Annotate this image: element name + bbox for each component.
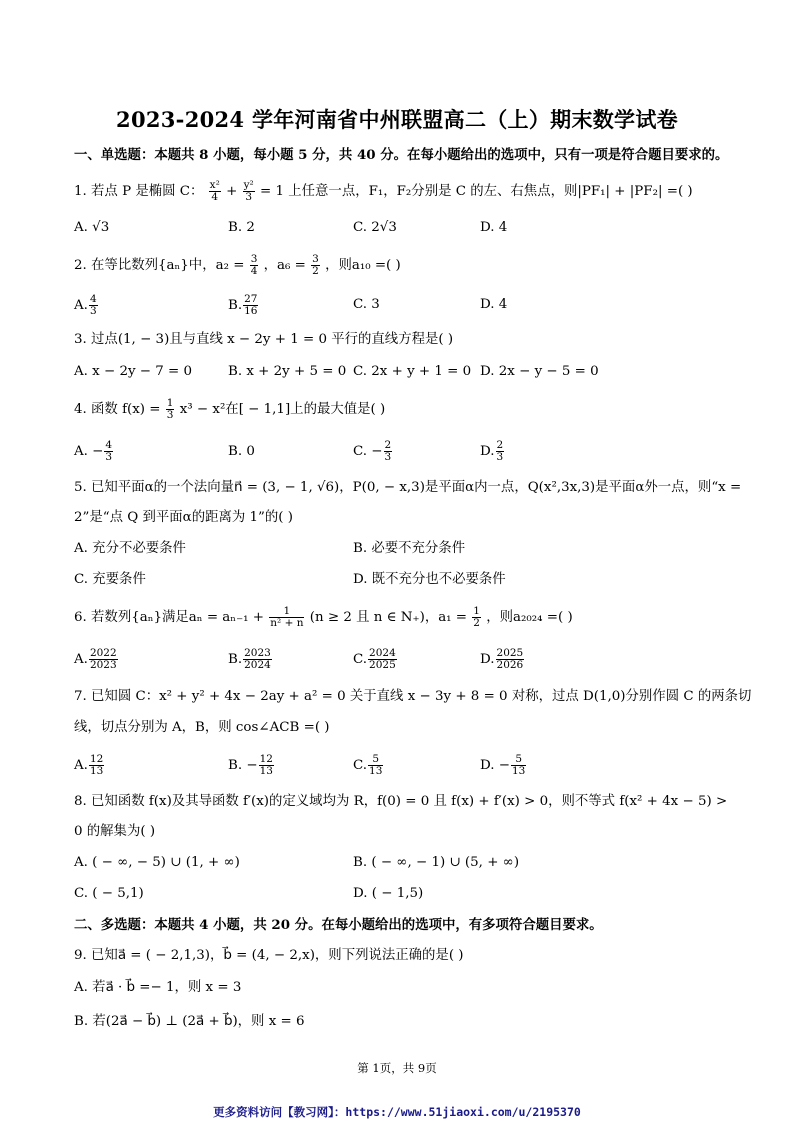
fraction: $\frac{\text{y²}}{3}$ <box>243 179 254 203</box>
q4-option-a: A. − $\frac{4}{3}$ <box>74 439 113 463</box>
q8-option-a: A. ( − ∞, − 5) ∪ (1, + ∞) <box>74 855 240 870</box>
question-5-line-2: 2”是“点 Q 到平面α的距离为 1”的( ) <box>74 510 293 525</box>
q1-option-c: C. 2√3 <box>353 220 397 235</box>
q4-option-c: C. − $\frac{2}{3}$ <box>353 439 392 463</box>
question-8-line-1: 8. 已知函数 f(x)及其导函数 f′(x)的定义域均为 R，f(0) = 0 且 f(x) + f′(x) > 0，则不等式 f(x² + 4x − 5) > <box>74 794 728 809</box>
question-7-line-1: 7. 已知圆 C：x² + y² + 4x − 2ay + a² = 0 关于直线 x − 3y + 8 = 0 对称，过点 D(1,0)分别作圆 C 的两条切 <box>74 689 752 704</box>
q1-option-d: D. 4 <box>480 220 508 235</box>
q3-option-b: B. x + 2y + 5 = 0 <box>228 364 347 379</box>
q8-option-c: C. ( − 5,1) <box>74 886 144 901</box>
q6-option-c: C. $\frac{2024}{2025}$ <box>353 647 396 671</box>
q3-option-a: A. x − 2y − 7 = 0 <box>74 364 193 379</box>
q6-option-a: A. $\frac{2022}{2023}$ <box>74 647 117 671</box>
fraction: $\frac{1}{2}$ <box>473 605 480 629</box>
q5-option-a: A. 充分不必要条件 <box>74 541 186 556</box>
fraction: $\frac{3}{2}$ <box>312 253 319 277</box>
q7-option-a: A. $\frac{12}{13}$ <box>74 753 104 777</box>
q9-option-a: A. 若a⃗ · b⃗ =− 1，则 x = 3 <box>74 980 242 995</box>
q8-option-b: B. ( − ∞, − 1) ∪ (5, + ∞) <box>353 855 520 870</box>
source-link[interactable]: 更多资料访问【教习网】：https://www.51jiaoxi.com/u/2195370 <box>213 1105 581 1119</box>
q6-option-d: D. $\frac{2025}{2026}$ <box>480 647 524 671</box>
page-number-footer: 第 1页，共 9页 <box>357 1061 437 1075</box>
q7-option-b: B. − $\frac{12}{13}$ <box>228 753 273 777</box>
section-single-choice-heading: 一、单选题：本题共 8 小题，每小题 5 分，共 40 分。在每小题给出的选项中，只有一项是符合题目要求的。 <box>74 147 729 163</box>
fraction: $\frac{\text{x²}}{4}$ <box>209 179 220 203</box>
page-title: 2023-2024 学年河南省中州联盟高二（上）期末数学试卷 <box>116 107 678 132</box>
q4-option-b: B. 0 <box>228 444 255 459</box>
q7-option-c: C. $\frac{5}{13}$ <box>353 753 383 777</box>
q2-option-c: C. 3 <box>353 297 380 312</box>
q3-option-d: D. 2x − y − 5 = 0 <box>480 364 599 379</box>
q1-option-b: B. 2 <box>228 220 255 235</box>
q2-option-b: B. $\frac{27}{16}$ <box>228 293 258 317</box>
q2-option-a: A. $\frac{4}{3}$ <box>74 293 97 317</box>
q1-option-a: A. √3 <box>74 220 110 235</box>
plus-sign: + <box>226 184 238 199</box>
question-1-text-pre: 1. 若点 P 是椭圆 C： <box>74 184 204 199</box>
question-5-line-1: 5. 已知平面α的一个法向量n⃗ = (3, − 1, √6)，P(0, − x,3)是平面α内一点，Q(x²,3x,3)是平面α外一点，则“x = <box>74 480 742 495</box>
q2-option-d: D. 4 <box>480 297 508 312</box>
section-multiple-choice-heading: 二、多选题：本题共 4 小题，共 20 分。在每小题给出的选项中，有多项符合题目要求。 <box>74 917 603 933</box>
question-6: 6. 若数列{aₙ}满足aₙ = aₙ₋₁ + $\frac{1}{\text{n² + n}}$ (n ≥ 2 且 n ∈ N₊)，a₁ = $\frac{1}{2}$ ，则a₂₀₂₄ =( ) <box>74 605 573 629</box>
q4-option-d: D. $\frac{2}{3}$ <box>480 439 504 463</box>
q5-option-d: D. 既不充分也不必要条件 <box>353 572 506 587</box>
q7-option-d: D. − $\frac{5}{13}$ <box>480 753 526 777</box>
question-4: 4. 函数 f(x) = $\frac{1}{3}$ x³ − x²在[ − 1,1]上的最大值是( ) <box>74 397 386 421</box>
q5-option-b: B. 必要不充分条件 <box>353 541 466 556</box>
q3-option-c: C. 2x + y + 1 = 0 <box>353 364 472 379</box>
question-1 <box>74 180 744 203</box>
question-7-line-2: 线，切点分别为 A，B，则 cos∠ACB =( ) <box>74 720 330 735</box>
question-9: 9. 已知a⃗ = ( − 2,1,3)，b⃗ = (4, − 2,x)，则下列说法正确的是( ) <box>74 948 464 963</box>
question-2: 2. 在等比数列{aₙ}中，a₂ = $\frac{3}{4}$ ，a₆ = $\frac{3}{2}$ ，则a₁₀ =( ) <box>74 253 401 277</box>
q5-option-c: C. 充要条件 <box>74 572 146 587</box>
q8-option-d: D. ( − 1,5) <box>353 886 424 901</box>
fraction: $\frac{1}{3}$ <box>166 397 174 421</box>
fraction: $\frac{1}{\text{n² + n}}$ <box>270 605 304 629</box>
q6-option-b: B. $\frac{2023}{2024}$ <box>228 647 271 671</box>
q9-option-b: B. 若(2a⃗ − b⃗) ⊥ (2a⃗ + b⃗)，则 x = 6 <box>74 1014 305 1029</box>
question-8-line-2: 0 的解集为( ) <box>74 824 156 839</box>
question-3: 3. 过点(1, − 3)且与直线 x − 2y + 1 = 0 平行的直线方程是( ) <box>74 332 454 347</box>
fraction: $\frac{3}{4}$ <box>250 253 258 277</box>
question-1-text-post: = 1 上任意一点，F₁，F₂分别是 C 的左、右焦点，则|PF₁| + |PF₂| =( ) <box>260 184 693 199</box>
